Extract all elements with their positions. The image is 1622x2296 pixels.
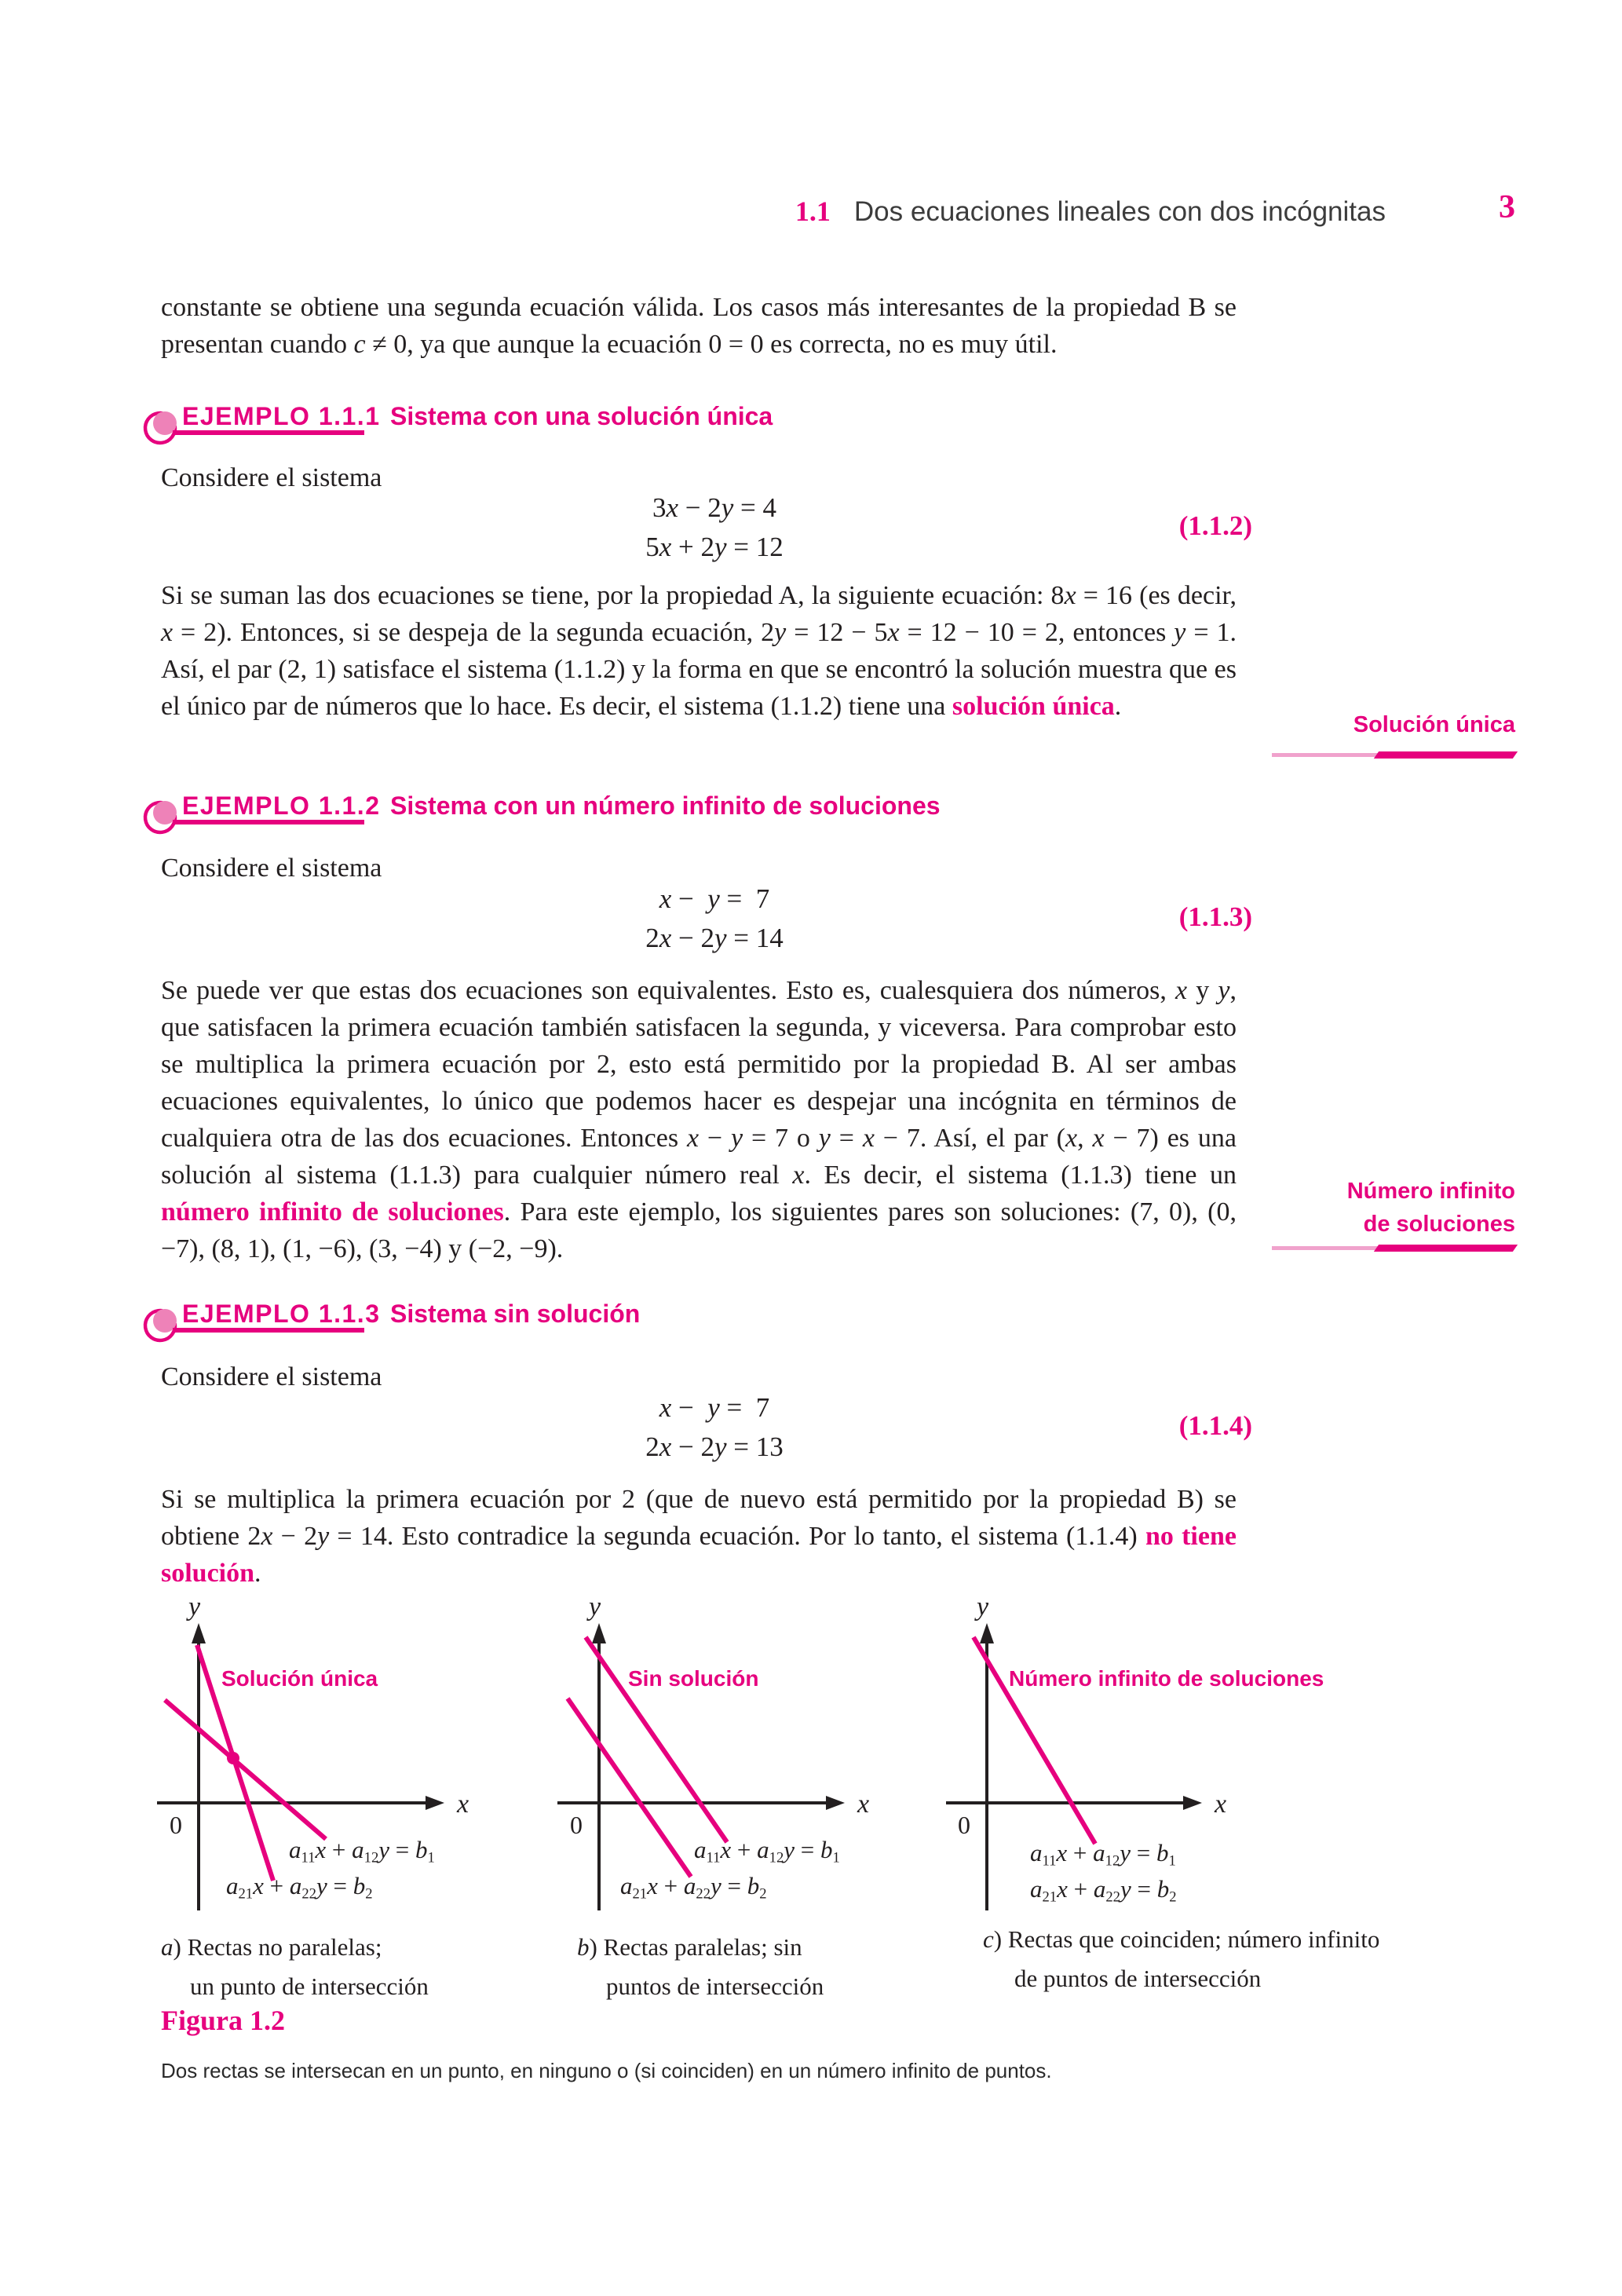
y-axis-label: y — [188, 1598, 201, 1621]
example-1-body: Si se suman las dos ecuaciones se tiene, por la propiedad A, la siguiente ecuación: 8x = 16 (es decir, x = 2). Entonces, si se despeja de la segunda ecuación, 2y = 12 − 5x = 12 − 10 = 2, entonces y = 1. Así, el par (2, 1) satisface el sistema (1.1.2) y la forma en que se encontró la solución muestra que es el único par de números que lo hace. Es decir, el sistema (1.1.2) tiene una solución única. — [161, 581, 1237, 721]
margin-note-solucion-unica — [1178, 708, 1515, 741]
equation-system-1-1-2 — [495, 488, 934, 567]
example-3-underline — [173, 1328, 364, 1333]
equation-number-1-1-3: (1.1.3) — [1178, 901, 1252, 932]
parallel-line-2 — [568, 1698, 691, 1877]
x-axis-arrow-icon — [1183, 1796, 1202, 1810]
graph-b-equation-1: a11x + a12y = b1 — [694, 1836, 840, 1866]
underline-dark-segment — [1374, 1245, 1518, 1252]
section-number: 1.1 — [795, 196, 831, 227]
graph-c-title: Número infinito de soluciones — [1009, 1666, 1324, 1691]
x-axis-label: x — [457, 1790, 469, 1819]
margin-note-line: Número infinito — [1346, 1179, 1515, 1204]
underline-light-segment — [1272, 1246, 1384, 1250]
y-axis-label: y — [977, 1598, 989, 1621]
graph-c-equation-1: a11x + a12y = b1 — [1030, 1839, 1176, 1870]
intersection-point-dot — [227, 1752, 239, 1764]
x-axis-arrow-icon — [426, 1796, 444, 1810]
origin-label: 0 — [570, 1811, 583, 1839]
underline-light-segment — [1272, 753, 1384, 757]
equation-line: x − y = 7 — [659, 883, 770, 914]
example-2-title: Sistema con un número infinito de soluciones — [390, 792, 941, 820]
example-2-label: EJEMPLO 1.1.2 — [182, 792, 381, 820]
origin-label: 0 — [170, 1811, 182, 1839]
example-2-lead: Considere el sistema — [161, 854, 382, 883]
example-badge-icon — [138, 794, 187, 843]
equation-line: x − y = 7 — [659, 1392, 770, 1423]
margin-note-numero-infinito — [1178, 1175, 1515, 1241]
example-1-lead: Considere el sistema — [161, 463, 382, 492]
example-1-label: EJEMPLO 1.1.1 — [182, 402, 381, 430]
graph-b-caption-line2: puntos de intersección — [606, 1972, 824, 2000]
example-1-title: Sistema con una solución única — [390, 402, 773, 430]
paragraph-intro: constante se obtiene una segunda ecuación válida. Los casos más interesantes de la propiedad B se presentan cuando c ≠ 0, ya que aunque la ecuación 0 = 0 es correcta, no es muy útil. — [161, 293, 1237, 359]
graph-a-equation-1: a11x + a12y = b1 — [289, 1836, 435, 1866]
graph-b-equation-2: a21x + a22y = b2 — [620, 1872, 767, 1903]
example-2-body: Se puede ver que estas dos ecuaciones son equivalentes. Esto es, cualesquiera dos números, x y y, que satisfacen la primera ecuación también satisfacen la segunda, y viceversa. Para comprobar esto se multiplica la primera ecuación por 2, esto está permitido por la propiedad B. Al ser ambas ecuaciones equivalentes, lo único que podemos hacer es despejar una incógnita en términos de cualquiera otra de las dos ecuaciones. Entonces x − y = 7 o y = x − 7. Así, el par (x, x − 7) es una solución al sistema (1.1.3) para cualquier número real x. Es decir, el sistema (1.1.3) tiene un número infinito de soluciones. Para este ejemplo, los siguientes pares son soluciones: (7, 0), (0, −7), (8, 1), (1, −6), (3, −4) y (−2, −9). — [161, 976, 1237, 1263]
equation-system-1-1-3 — [495, 879, 934, 958]
equation-line: 5x + 2y = 12 — [645, 532, 784, 562]
equation-number-1-1-2: (1.1.2) — [1178, 510, 1252, 541]
example-badge-icon — [138, 404, 187, 453]
graph-a-caption-line1: a) Rectas no paralelas; — [161, 1933, 382, 1961]
y-axis-label: y — [589, 1598, 601, 1621]
example-3-body: Si se multiplica la primera ecuación por 2 (que de nuevo está permitido por la propiedad B) se obtiene 2x − 2y = 14. Esto contradice la segunda ecuación. Por lo tanto, el sistema (1.1.4) no tiene solución. — [161, 1485, 1237, 1588]
figure-label: Figura 1.2 — [161, 2005, 285, 2036]
section-title: Dos ecuaciones lineales con dos incógnitas — [853, 196, 1386, 227]
figure-graph-c — [930, 1598, 1386, 1920]
graph-a-equation-2: a21x + a22y = b2 — [226, 1872, 373, 1903]
margin-note-underline — [1272, 1244, 1515, 1252]
equation-system-1-1-4 — [495, 1388, 934, 1467]
x-axis-label: x — [1215, 1790, 1227, 1819]
page-header — [161, 195, 1386, 228]
example-badge-icon — [138, 1302, 187, 1351]
example-2-underline — [173, 820, 364, 824]
graph-c-equation-2: a21x + a22y = b2 — [1030, 1875, 1177, 1906]
example-1-underline — [173, 430, 364, 435]
y-axis-arrow-icon — [980, 1623, 994, 1643]
equation-line: 3x − 2y = 4 — [652, 492, 777, 523]
graph-b-title: Sin solución — [628, 1666, 759, 1691]
margin-note-line: Solución única — [1353, 712, 1515, 737]
example-3-label: EJEMPLO 1.1.3 — [182, 1300, 381, 1328]
example-3-title: Sistema sin solución — [390, 1300, 641, 1328]
margin-note-underline — [1272, 751, 1515, 759]
underline-dark-segment — [1374, 751, 1518, 759]
origin-label: 0 — [958, 1811, 970, 1839]
figure-caption: Dos rectas se intersecan en un punto, en ninguno o (si coinciden) en un número infinito de puntos. — [161, 2059, 1052, 2082]
x-axis-arrow-icon — [826, 1796, 845, 1810]
equation-line: 2x − 2y = 13 — [645, 1431, 784, 1462]
equation-line: 2x − 2y = 14 — [645, 923, 784, 953]
graph-a-title: Solución única — [221, 1666, 378, 1691]
y-axis-arrow-icon — [192, 1623, 206, 1643]
graph-c-caption-line2: de puntos de intersección — [1014, 1965, 1262, 1992]
x-axis-label: x — [857, 1790, 870, 1819]
page-number: 3 — [1499, 189, 1515, 225]
graph-a-caption-line2: un punto de intersección — [190, 1972, 429, 2000]
example-3-lead: Considere el sistema — [161, 1362, 382, 1391]
y-axis-arrow-icon — [592, 1623, 606, 1643]
margin-note-line: de soluciones — [1363, 1212, 1515, 1237]
graph-c-caption-line1: c) Rectas que coinciden; número infinito — [983, 1925, 1380, 1953]
graph-b-caption-line1: b) Rectas paralelas; sin — [577, 1933, 802, 1961]
equation-number-1-1-4: (1.1.4) — [1178, 1410, 1252, 1441]
line-shallow — [165, 1700, 326, 1839]
